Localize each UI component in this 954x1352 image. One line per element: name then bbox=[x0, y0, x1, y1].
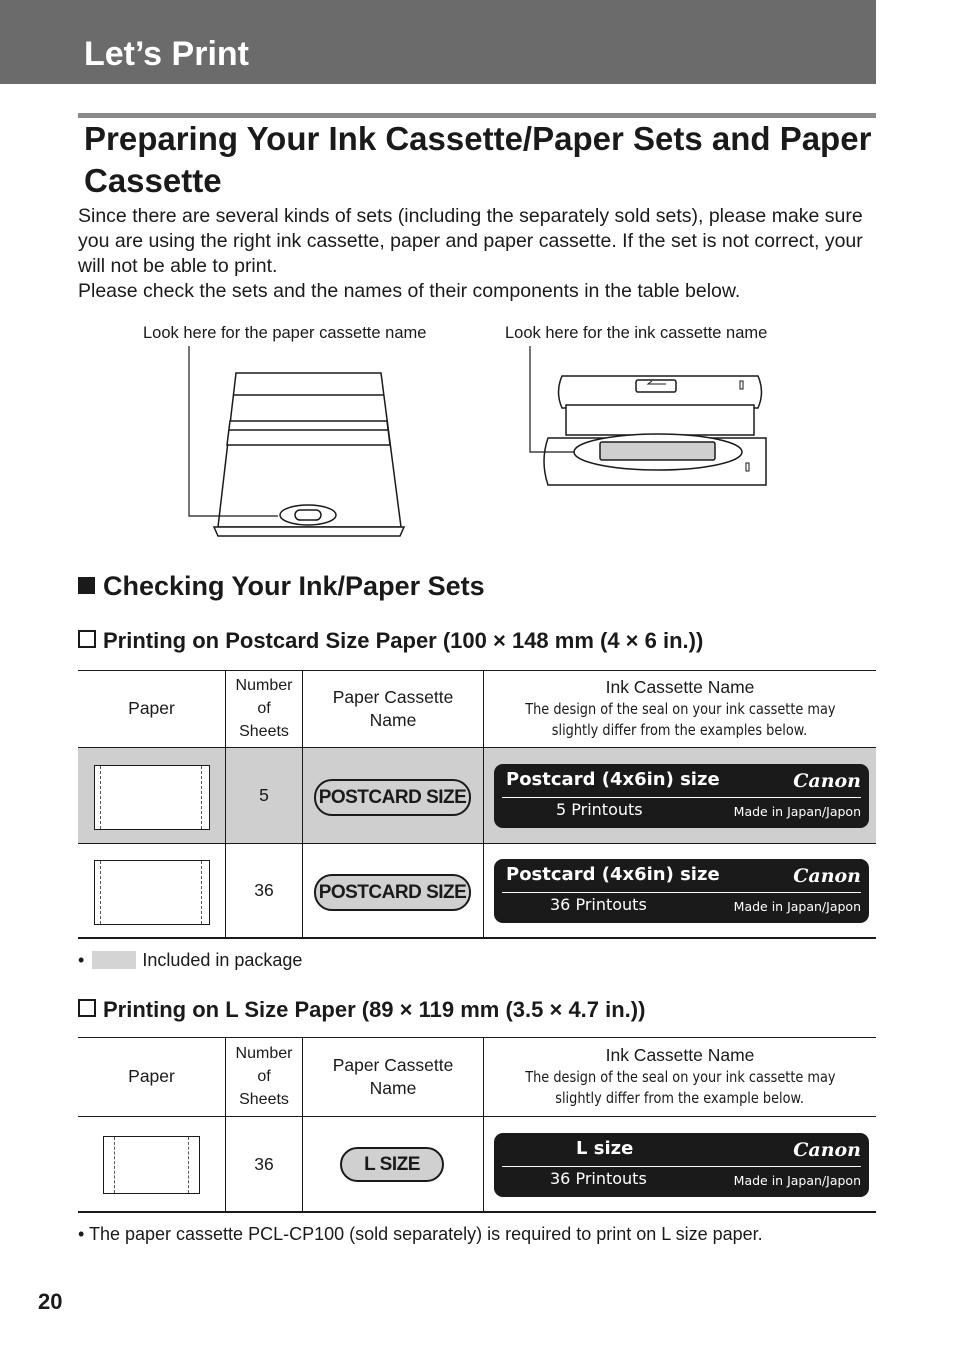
seal-origin: Made in Japan/Japon bbox=[733, 1173, 861, 1188]
col-header-cassette bbox=[303, 670, 483, 747]
paper-cassette-caption: Look here for the paper cassette name bbox=[143, 324, 427, 342]
paper-postcard-icon bbox=[94, 860, 210, 925]
ink-cassette-seal bbox=[494, 859, 869, 923]
ink-header-note-line-2: slightly differ from the examples below. bbox=[552, 721, 808, 739]
included-swatch bbox=[92, 951, 136, 969]
seal-title: L size bbox=[576, 1138, 634, 1159]
ink-cassette-caption: Look here for the ink cassette name bbox=[505, 324, 768, 342]
cassette-header-line-2: Name bbox=[369, 1077, 417, 1098]
postcard-heading-text: Printing on Postcard Size Paper (100 × 148 mm (4 × 6 in.)) bbox=[103, 628, 704, 653]
seal-origin: Made in Japan/Japon bbox=[733, 804, 861, 819]
col-header-cassette bbox=[303, 1037, 483, 1116]
sheets-header-line-3: Sheets bbox=[239, 723, 289, 740]
square-bullet-icon bbox=[78, 577, 95, 594]
col-header-sheets bbox=[226, 670, 302, 747]
page-title: Preparing Your Ink Cassette/Paper Sets and Paper Cassette bbox=[84, 120, 872, 199]
seal-title: Postcard (4x6in) size bbox=[506, 769, 720, 790]
ink-header-title: Ink Cassette Name bbox=[605, 677, 755, 697]
lsize-heading-text: Printing on L Size Paper (89 × 119 mm (3.5 × 4.7 in.)) bbox=[103, 997, 646, 1022]
section-heading-text: Checking Your Ink/Paper Sets bbox=[103, 571, 485, 601]
ink-header-note-line-2: slightly differ from the example below. bbox=[555, 1089, 805, 1107]
section-heading bbox=[78, 568, 485, 604]
ink-cassette-seal bbox=[494, 764, 869, 828]
paper-postcard-icon bbox=[94, 765, 210, 830]
postcard-heading bbox=[78, 627, 703, 655]
paper-cassette-drawing bbox=[189, 346, 404, 536]
seal-count: 36 Printouts bbox=[550, 1169, 647, 1188]
checkbox-bullet-icon bbox=[78, 999, 96, 1017]
lsize-heading bbox=[78, 996, 645, 1024]
canon-logo: Canon bbox=[793, 865, 861, 887]
legend-bullet: • bbox=[78, 950, 85, 970]
section-title: Let’s Print bbox=[84, 35, 249, 73]
included-legend bbox=[78, 948, 302, 972]
seal-count: 5 Printouts bbox=[556, 800, 643, 819]
paper-lsize-icon bbox=[103, 1136, 200, 1194]
sheets-header-line-2: of bbox=[257, 1068, 271, 1085]
cassette-header-line-1: Paper Cassette bbox=[332, 1054, 454, 1075]
legend-text: Included in package bbox=[142, 950, 303, 970]
col-header-paper: Paper bbox=[128, 698, 175, 718]
cassette-header-line-2: Name bbox=[369, 709, 417, 730]
postcard-table bbox=[78, 670, 876, 939]
cassette-header-line-1: Paper Cassette bbox=[332, 686, 454, 707]
ink-header-title: Ink Cassette Name bbox=[605, 1045, 755, 1065]
intro-paragraph-1: Since there are several kinds of sets (including the separately sold sets), please make sure you are using the right ink cassette, paper and paper cassette. If the set is not correct, your will not be able to print. bbox=[78, 205, 863, 277]
intro-paragraph-2: Please check the sets and the names of their components in the table below. bbox=[78, 280, 741, 302]
checkbox-bullet-icon bbox=[78, 630, 96, 648]
cassette-name-badge: POSTCARD SIZE bbox=[314, 874, 471, 911]
cassette-name-badge: POSTCARD SIZE bbox=[314, 779, 471, 816]
ink-cassette-drawing bbox=[530, 346, 766, 485]
cassette-illustration bbox=[0, 0, 954, 560]
ink-header-note-line-1: The design of the seal on your ink cassette may bbox=[524, 1068, 836, 1086]
col-header-ink bbox=[484, 1037, 876, 1116]
lsize-table bbox=[78, 1037, 876, 1213]
cassette-name-badge: L SIZE bbox=[340, 1147, 444, 1182]
canon-logo: Canon bbox=[793, 770, 861, 792]
col-header-sheets bbox=[226, 1037, 302, 1116]
sheets-header-line-2: of bbox=[257, 700, 271, 717]
ink-cassette-seal bbox=[494, 1133, 869, 1197]
sheets-header-line-3: Sheets bbox=[239, 1091, 289, 1108]
col-header-paper: Paper bbox=[128, 1066, 175, 1086]
seal-origin: Made in Japan/Japon bbox=[733, 899, 861, 914]
seal-title: Postcard (4x6in) size bbox=[506, 864, 720, 885]
lsize-footnote: • The paper cassette PCL-CP100 (sold separately) is required to print on L size paper. bbox=[78, 1224, 763, 1244]
page-number: 20 bbox=[38, 1289, 63, 1314]
seal-count: 36 Printouts bbox=[550, 895, 647, 914]
col-header-ink bbox=[484, 670, 876, 747]
sheets-value: 36 bbox=[254, 880, 274, 900]
ink-header-note-line-1: The design of the seal on your ink cassette may bbox=[524, 700, 836, 718]
sheets-value: 36 bbox=[254, 1153, 274, 1174]
sheets-value: 5 bbox=[259, 785, 269, 805]
sheets-header-line-1: Number bbox=[235, 677, 293, 694]
sheets-header-line-1: Number bbox=[235, 1045, 293, 1062]
canon-logo: Canon bbox=[793, 1139, 861, 1161]
